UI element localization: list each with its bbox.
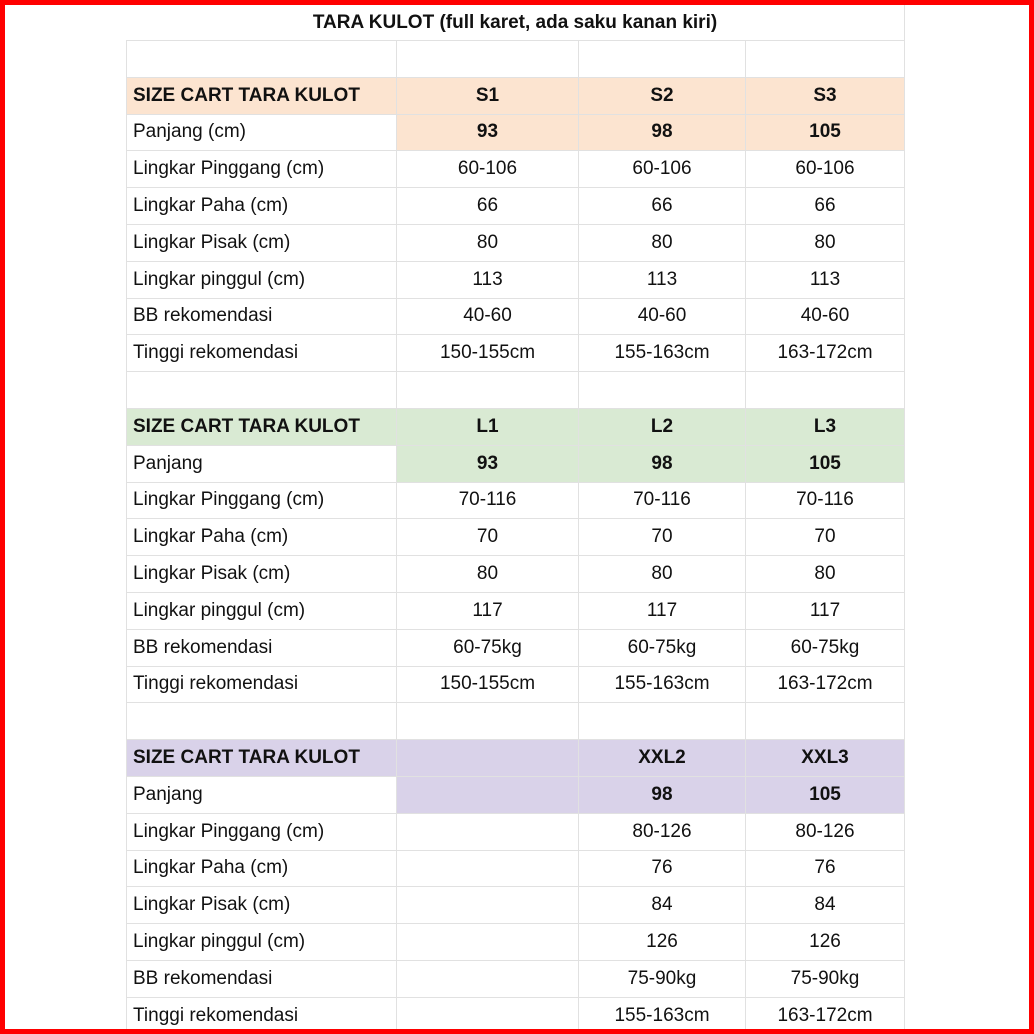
empty-cell xyxy=(746,41,905,78)
table-cell: 80 xyxy=(579,556,746,593)
row-label: Panjang xyxy=(126,777,397,814)
length-value xyxy=(397,777,579,814)
table-cell: 40-60 xyxy=(579,299,746,336)
size-header: L1 xyxy=(397,409,579,446)
length-value: 93 xyxy=(397,115,579,152)
table-header-label: SIZE CART TARA KULOT xyxy=(126,740,397,777)
table-cell: 76 xyxy=(579,851,746,888)
row-label: BB rekomendasi xyxy=(126,961,397,998)
length-value: 105 xyxy=(746,777,905,814)
length-value: 98 xyxy=(579,446,746,483)
table-cell: 76 xyxy=(746,851,905,888)
table-cell: 80 xyxy=(397,556,579,593)
row-label: BB rekomendasi xyxy=(126,630,397,667)
empty-cell xyxy=(397,41,579,78)
row-label: Lingkar pinggul (cm) xyxy=(126,262,397,299)
table-cell: 117 xyxy=(746,593,905,630)
table-header-label: SIZE CART TARA KULOT xyxy=(126,409,397,446)
table-cell: 113 xyxy=(746,262,905,299)
row-label: Lingkar Paha (cm) xyxy=(126,519,397,556)
table-cell: 60-75kg xyxy=(746,630,905,667)
table-cell xyxy=(397,851,579,888)
size-header: S2 xyxy=(579,78,746,115)
table-cell: 80-126 xyxy=(746,814,905,851)
table-cell: 70 xyxy=(397,519,579,556)
size-chart-sheet xyxy=(126,5,905,1029)
table-cell: 40-60 xyxy=(397,299,579,336)
table-cell: 80-126 xyxy=(579,814,746,851)
table-cell: 80 xyxy=(746,225,905,262)
table-cell: 40-60 xyxy=(746,299,905,336)
table-cell: 150-155cm xyxy=(397,335,579,372)
table-cell xyxy=(397,814,579,851)
table-cell xyxy=(397,998,579,1029)
table-cell: 66 xyxy=(397,188,579,225)
empty-cell xyxy=(126,41,397,78)
table-cell: 70-116 xyxy=(579,483,746,520)
table-cell: 80 xyxy=(579,225,746,262)
table-cell: 155-163cm xyxy=(579,335,746,372)
table-cell: 70 xyxy=(579,519,746,556)
empty-cell xyxy=(126,703,397,740)
table-cell: 60-75kg xyxy=(579,630,746,667)
length-value: 105 xyxy=(746,115,905,152)
table-cell: 126 xyxy=(579,924,746,961)
table-cell: 113 xyxy=(397,262,579,299)
row-label: Panjang xyxy=(126,446,397,483)
row-label: BB rekomendasi xyxy=(126,299,397,336)
table-cell: 84 xyxy=(579,887,746,924)
length-value: 98 xyxy=(579,115,746,152)
length-value: 105 xyxy=(746,446,905,483)
table-cell: 117 xyxy=(397,593,579,630)
table-cell: 70-116 xyxy=(746,483,905,520)
size-chart-grid xyxy=(126,5,905,1029)
empty-cell xyxy=(579,41,746,78)
size-header: S3 xyxy=(746,78,905,115)
empty-cell xyxy=(746,703,905,740)
table-cell: 66 xyxy=(746,188,905,225)
table-cell: 66 xyxy=(579,188,746,225)
size-header: L3 xyxy=(746,409,905,446)
table-cell: 80 xyxy=(397,225,579,262)
length-value: 98 xyxy=(579,777,746,814)
table-cell: 80 xyxy=(746,556,905,593)
row-label: Tinggi rekomendasi xyxy=(126,335,397,372)
table-header-label: SIZE CART TARA KULOT xyxy=(126,78,397,115)
table-cell: 117 xyxy=(579,593,746,630)
table-cell: 60-75kg xyxy=(397,630,579,667)
table-cell xyxy=(397,887,579,924)
table-cell: 163-172cm xyxy=(746,998,905,1029)
table-cell: 60-106 xyxy=(579,151,746,188)
row-label: Lingkar pinggul (cm) xyxy=(126,924,397,961)
table-cell: 70-116 xyxy=(397,483,579,520)
table-cell: 84 xyxy=(746,887,905,924)
table-cell: 163-172cm xyxy=(746,667,905,704)
table-cell: 126 xyxy=(746,924,905,961)
row-label: Lingkar Paha (cm) xyxy=(126,851,397,888)
row-label: Lingkar Pinggang (cm) xyxy=(126,814,397,851)
row-label: Panjang (cm) xyxy=(126,115,397,152)
table-cell: 150-155cm xyxy=(397,667,579,704)
row-label: Lingkar Pinggang (cm) xyxy=(126,151,397,188)
size-header: S1 xyxy=(397,78,579,115)
size-header: XXL2 xyxy=(579,740,746,777)
empty-cell xyxy=(746,372,905,409)
sheet-title: TARA KULOT (full karet, ada saku kanan kiri) xyxy=(126,5,905,41)
empty-cell xyxy=(579,703,746,740)
table-cell: 60-106 xyxy=(746,151,905,188)
table-cell: 75-90kg xyxy=(579,961,746,998)
row-label: Lingkar pinggul (cm) xyxy=(126,593,397,630)
empty-cell xyxy=(579,372,746,409)
table-cell: 75-90kg xyxy=(746,961,905,998)
empty-cell xyxy=(397,372,579,409)
size-header: L2 xyxy=(579,409,746,446)
row-label: Tinggi rekomendasi xyxy=(126,667,397,704)
table-cell: 163-172cm xyxy=(746,335,905,372)
row-label: Lingkar Pinggang (cm) xyxy=(126,483,397,520)
row-label: Tinggi rekomendasi xyxy=(126,998,397,1029)
size-header: XXL3 xyxy=(746,740,905,777)
table-cell: 155-163cm xyxy=(579,998,746,1029)
table-cell xyxy=(397,961,579,998)
length-value: 93 xyxy=(397,446,579,483)
table-cell: 155-163cm xyxy=(579,667,746,704)
empty-cell xyxy=(397,703,579,740)
table-cell: 60-106 xyxy=(397,151,579,188)
table-cell: 113 xyxy=(579,262,746,299)
table-cell xyxy=(397,924,579,961)
empty-cell xyxy=(126,372,397,409)
row-label: Lingkar Pisak (cm) xyxy=(126,556,397,593)
size-header xyxy=(397,740,579,777)
row-label: Lingkar Paha (cm) xyxy=(126,188,397,225)
table-cell: 70 xyxy=(746,519,905,556)
row-label: Lingkar Pisak (cm) xyxy=(126,225,397,262)
row-label: Lingkar Pisak (cm) xyxy=(126,887,397,924)
